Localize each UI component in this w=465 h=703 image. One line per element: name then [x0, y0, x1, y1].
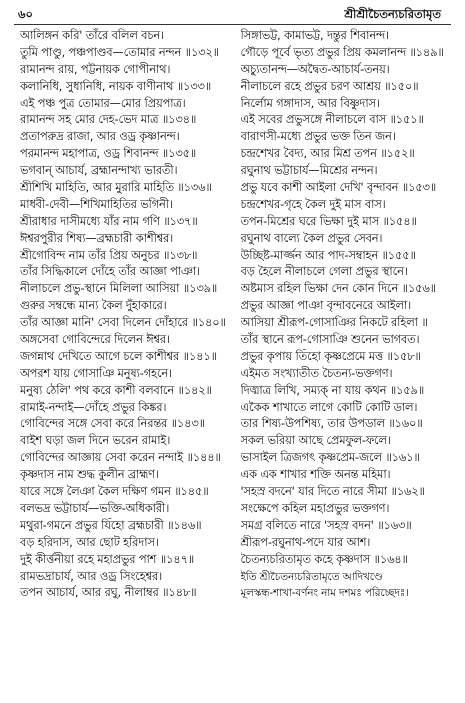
left-verse-line: রামাই-নন্দাই—দোঁহে প্রভুর কিঙ্কর।	[20, 400, 167, 414]
left-verse-line: এই পঞ্চ পুত্র তোমার—মোর প্রিয়পাত্র।	[20, 96, 186, 110]
right-verse-line: এই সবের প্রভুসঙ্গে নীলাচলে বাস ॥১৫১॥	[240, 113, 424, 127]
right-verse-line: মূলস্কন্ধ-শাখা-বর্ণনং নাম দশমঃ পরিচ্ছেদঃ।	[240, 587, 409, 600]
right-verse-line: প্রভুর আজ্ঞা পাঞা বৃন্দাবনেরে আইলা।	[240, 299, 412, 313]
left-verse-line: ভগবান্ আচার্য, ব্রহ্মানন্দাখ্য ভারতী।	[20, 164, 178, 178]
right-verse-line: চন্দ্রশেখর বৈদ্য, আর মিশ্র তপন ॥১৫২॥	[240, 147, 415, 161]
right-verse-line: গৌড়ে পূর্বে ভৃত্য প্রভুর প্রিয় কমলানন্দ ॥১৪৯॥	[240, 45, 444, 59]
left-verse-line: তপন আচার্য, আর রঘু, নীলাম্বর ॥১৪৮॥	[20, 586, 197, 600]
left-verse-line: নীলাচলে প্রভু-স্থানে মিলিলা আসিয়া ॥১৩৯॥	[20, 282, 218, 296]
left-column	[14, 28, 233, 602]
right-verse-line: 'সহস্র বদনে' যার দিতে নারে সীমা ॥১৬২॥	[240, 485, 425, 499]
left-verse-line: যারে সঙ্গে লৈঞা কৈল দক্ষিণ গমন ॥১৪৫॥	[20, 485, 209, 499]
left-verse-line: জগন্নাথ দেখিতে আগে চলে কাশীশ্বর ॥১৪১॥	[20, 349, 217, 363]
left-verse-line: মাধবী-দেবী—শিখিমাহিতির ভগিনী।	[20, 197, 173, 211]
right-verse-line: প্রভুর কৃপায় তিঁহো কৃষ্ণপ্রেমে মত্ত ॥১৫৮॥	[240, 349, 421, 363]
right-verse-line: ভাসাইল ত্রিজগৎ কৃষ্ণপ্রেম-জলে ॥১৬১॥	[240, 451, 420, 465]
right-verse-line: সংক্ষেপে কহিল মহাপ্রভুর ভক্তগণ।	[240, 501, 390, 515]
right-verse-line: তপন-মিশ্রের ঘরে ভিক্ষা দুই মাস ॥১৫৪॥	[240, 214, 417, 228]
right-verse-line: একৈক শাখাতে লাগে কোটি কোটি ডাল।	[240, 400, 418, 414]
right-verse-line: নীলাচলে রহে প্রভুর চরণ আশ্রয় ॥১৫০॥	[240, 79, 419, 93]
left-verse-line: তাঁর আজ্ঞা মানি' সেবা দিলেন দোঁহারে ॥১৪০॥	[20, 316, 226, 330]
left-verse-line: দুই কীর্ত্তনীয়া রহে মহাপ্রভুর পাশ ॥১৪৭॥	[20, 552, 195, 566]
right-verse-line: বড় হৈলে নীলাচলে গেলা প্রভুর স্থানে।	[240, 265, 408, 279]
page-header	[14, 6, 451, 22]
left-verse-line: মথুরা-গমনে প্রভুর যিঁহো ব্রহ্মচারী ॥১৪৬॥	[20, 518, 202, 532]
left-verse-line: গোবিন্দের আজ্ঞায় সেবা করেন নন্দাই ॥১৪৪॥	[20, 451, 221, 465]
text-columns	[14, 28, 451, 602]
running-title: শ্রীশ্রীচৈতন্যচরিতামৃত	[344, 7, 441, 21]
right-verse-line: ইতি শ্রীচৈতন্যচরিতামৃতে আদিখণ্ডে	[240, 570, 383, 583]
right-verse-line: শ্রীরূপ-রঘুনাথ-পদে যার আশ।	[240, 535, 371, 549]
left-verse-line: রামভদ্রাচার্য, আর ওড্র সিংহেশ্বর।	[20, 569, 163, 583]
right-verse-line: নির্লোম গঙ্গাদাস, আর বিষ্ণুদাস।	[240, 96, 380, 110]
left-verse-line: কলানিধি, সুধানিধি, নায়ক বাণীনাথ ॥১৩৩॥	[20, 79, 212, 93]
right-verse-line: রঘুনাথ বাল্যে কৈল প্রভুর সেবন।	[240, 231, 383, 245]
left-verse-line: বড় হরিদাস, আর ছোট হরিদাস।	[20, 535, 159, 549]
left-verse-line: শ্রীরাধার দাসীমধ্যে যাঁর নাম গণি ॥১৩৭॥	[20, 214, 198, 228]
right-verse-line: চন্দ্রশেখর-গৃহে কৈল দুই মাস বাস।	[240, 197, 386, 211]
left-verse-line: অঙ্গসেবা গোবিন্দেরে দিলেন ঈশ্বর।	[20, 333, 170, 347]
right-verse-line: চৈতন্যচরিতামৃত কহে কৃষ্ণদাস ॥১৬৪॥	[240, 552, 408, 566]
left-verse-line: গোবিন্দের সঙ্গে সেবা করে নিরন্তর ॥১৪৩॥	[20, 417, 205, 431]
left-verse-line: প্রতাপরুদ্র রাজা, আর ওড্র কৃষ্ণানন্দ।	[20, 130, 180, 144]
right-column	[233, 28, 452, 602]
left-verse-line: আলিঙ্গন করি' তাঁরে বলিল বচন।	[20, 29, 164, 42]
left-verse-line: রামানন্দ রায়, পট্টনায়ক গোপীনাথ।	[20, 62, 171, 76]
right-verse-line: উচ্ছিষ্ট-মার্জ্জন আর পাদ-সম্বাহন ॥১৫৫॥	[240, 248, 416, 262]
right-verse-line: আসিয়া শ্রীরূপ-গোসাঞির নিকটে রহিলা ॥	[240, 316, 428, 330]
right-verse-line: সিঙ্গাভট্ট, কামাভট্ট, দন্তুর শিবানন্দ।	[240, 29, 389, 42]
right-verse-line: সকল ভরিয়া আছে প্রেমফুল-ফলে।	[240, 434, 391, 448]
page-number: ৬০	[18, 7, 33, 21]
left-verse-line: গুরুর সম্বন্ধে মান্য কৈল দুঁহাকারে।	[20, 299, 167, 313]
left-verse-line: তাঁর সিদ্ধিকালে দোঁহে তাঁর আজ্ঞা পাঞা।	[20, 265, 200, 279]
left-verse-line: বাইশ ঘড়া জল দিনে ভরেন রামাই।	[20, 434, 171, 448]
right-verse-line: প্রভু যবে কাশী আইলা দেখি' বৃন্দাবন ॥১৫৩॥	[240, 181, 437, 195]
left-verse-line: শ্রীশিখি মাহিতি, আর মুরারি মাহিতি ॥১৩৬॥	[20, 181, 212, 195]
left-verse-line: তুমি পাণ্ডু, পঞ্চপাণ্ডব—তোমার নন্দন ॥১৩২॥	[20, 45, 219, 59]
right-verse-line: রঘুনাথ ভট্টাচার্য—মিশ্রের নন্দন।	[240, 164, 378, 178]
right-verse-line: তাঁর স্থানে রূপ-গোসাঞি শুনেন ভাগবত।	[240, 333, 420, 347]
right-verse-line: এইমত সংখ্যাতীত চৈতন্য-ভক্তগণ।	[240, 366, 393, 380]
right-verse-line: তার শিষ্য-উপশিষ্য, তার উপডাল ॥১৬০॥	[240, 417, 423, 431]
left-verse-line: কৃষ্ণদাস নাম শুদ্ধ কুলীন ব্রাহ্মণ।	[20, 468, 159, 482]
left-verse-line: বলভদ্র ভট্টাচার্য—ভক্তি-অধিকারী।	[20, 501, 170, 515]
right-verse-line: বারাণসী-মধ্যে প্রভুর ভক্ত তিন জন।	[240, 130, 396, 144]
left-verse-line: রামানন্দ সহ মোর দেহ-ভেদ মাত্র ॥১৩৪॥	[20, 113, 197, 127]
left-verse-line: মনুষ্য ঠেলি' পথ করে কাশী বলবানে ॥১৪২॥	[20, 383, 212, 397]
left-verse-line: ঈশ্বরপুরীর শিষ্য—ব্রহ্মচারী কাশীশ্বর।	[20, 231, 174, 245]
left-verse-line: পরমানন্দ মহাপাত্র, ওড্র শিবানন্দ ॥১৩৫॥	[20, 147, 197, 161]
left-verse-line: শ্রীগোবিন্দ নাম তাঁর প্রিয় অনুচর ॥১৩৮॥	[20, 248, 198, 262]
right-verse-line: এক এক শাখার শক্তি অনন্ত মহিমা।	[240, 468, 391, 482]
right-verse-line: অষ্টমাস রহিল ভিক্ষা দেন কোন দিনে ॥১৫৬॥	[240, 282, 436, 296]
left-verse-line: অপরশ যায় গোসাঞি মনুষ্য-গহনে।	[20, 366, 172, 380]
header-rule	[14, 24, 451, 25]
right-verse-line: সমগ্র বলিতে নারে 'সহস্র বদন' ॥১৬৩॥	[240, 518, 412, 532]
right-verse-line: অচ্যুতানন্দ—অদ্বৈত-আচার্য-তনয়।	[240, 62, 390, 76]
right-verse-line: দিঙ্মাত্র লিখি, সম্যক্ না যায় কথন ॥১৫৯॥	[240, 383, 425, 397]
